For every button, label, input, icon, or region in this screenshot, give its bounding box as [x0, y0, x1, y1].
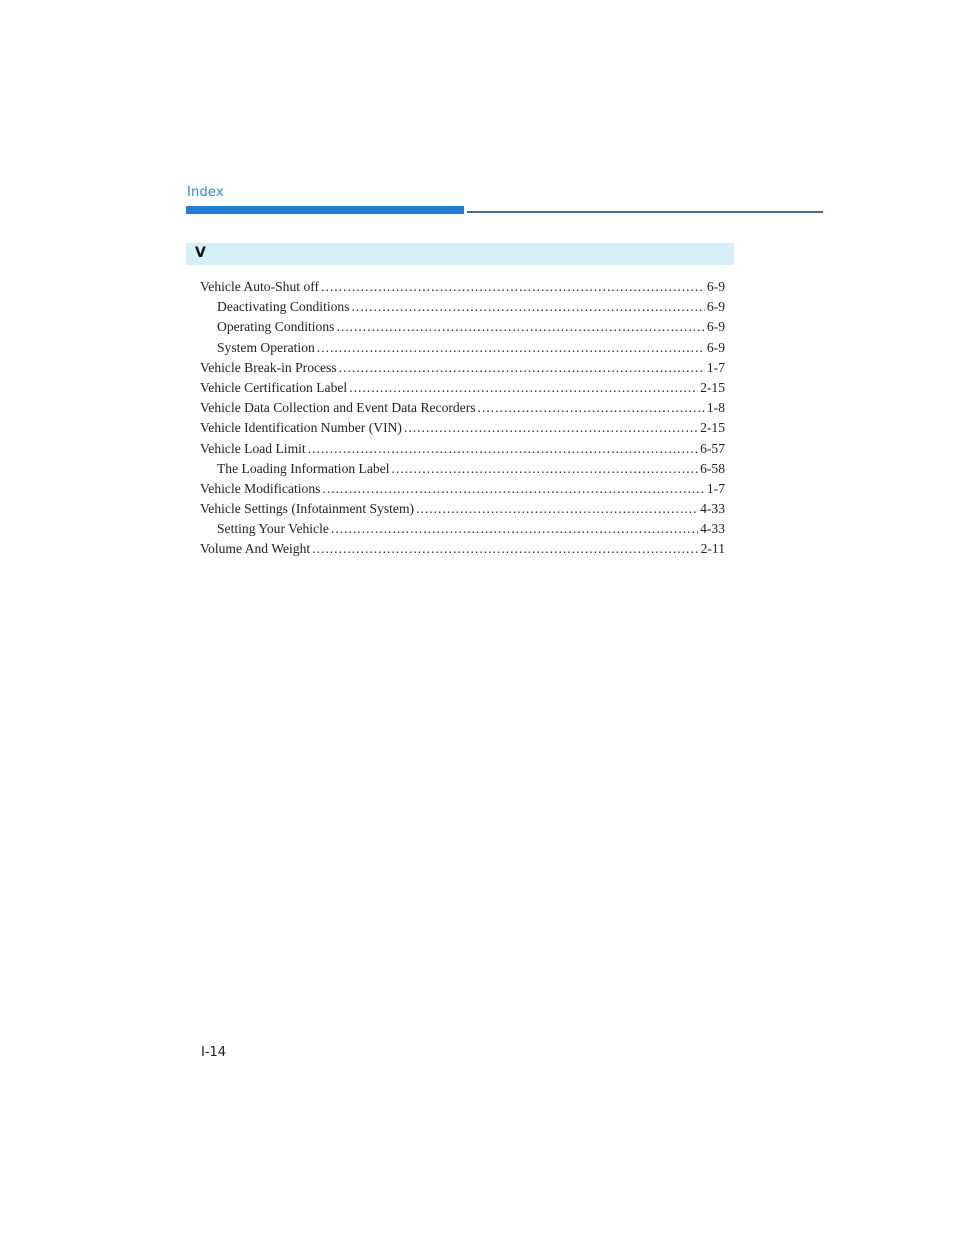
section-header	[186, 243, 734, 265]
entry-label: System Operation	[217, 339, 315, 355]
dot-leader	[392, 459, 699, 479]
dot-leader	[416, 499, 698, 519]
dot-leader	[339, 358, 705, 378]
index-entry[interactable]	[200, 539, 725, 559]
dot-leader	[321, 277, 705, 297]
dot-leader	[322, 479, 704, 499]
entry-page: 1-7	[706, 480, 725, 496]
entry-label: Vehicle Load Limit	[200, 440, 306, 456]
index-subentry[interactable]	[200, 317, 725, 337]
entry-label: The Loading Information Label	[217, 460, 390, 476]
entry-page: 1-7	[706, 359, 725, 375]
entry-page: 6-57	[700, 440, 725, 456]
entry-page: 1-8	[706, 400, 725, 416]
entry-label: Vehicle Break-in Process	[200, 359, 337, 375]
entry-page: 6-9	[706, 279, 725, 294]
entry-page: 6-9	[706, 299, 725, 315]
index-entry[interactable]	[200, 277, 725, 297]
header-rule-thick	[186, 206, 464, 214]
entry-label: Operating Conditions	[217, 319, 335, 335]
dot-leader	[404, 418, 698, 438]
dot-leader	[349, 378, 698, 398]
entry-page: 4-33	[700, 521, 725, 537]
dot-leader	[312, 539, 698, 559]
dot-leader	[308, 439, 698, 459]
dot-leader	[352, 297, 705, 317]
entry-label: Setting Your Vehicle	[217, 521, 329, 537]
index-entry[interactable]	[200, 479, 725, 499]
entry-label: Vehicle Certification Label	[200, 379, 348, 395]
entry-label: Vehicle Auto-Shut off	[200, 279, 320, 294]
header-rule-thin	[467, 211, 823, 213]
dot-leader	[336, 317, 704, 337]
index-entry[interactable]	[200, 358, 725, 378]
index-entry[interactable]	[200, 378, 725, 398]
index-subentry[interactable]	[200, 459, 725, 479]
entry-label: Vehicle Settings (Infotainment System)	[200, 501, 415, 517]
section-letter: V	[195, 245, 206, 261]
dot-leader	[478, 398, 705, 418]
entry-page: 6-9	[706, 319, 725, 335]
index-entry[interactable]	[200, 398, 725, 418]
entry-page: 6-58	[700, 460, 725, 476]
index-entry-list	[200, 277, 725, 560]
dot-leader	[331, 519, 698, 539]
entry-page: 2-15	[700, 420, 725, 436]
header-title: Index	[187, 185, 224, 200]
index-subentry[interactable]	[200, 519, 725, 539]
index-entry[interactable]	[200, 499, 725, 519]
entry-label: Vehicle Modifications	[200, 480, 321, 496]
entry-label: Deactivating Conditions	[217, 299, 350, 315]
index-entry[interactable]	[200, 439, 725, 459]
entry-page: 2-15	[700, 379, 725, 395]
index-subentry[interactable]	[200, 297, 725, 317]
index-entry[interactable]	[200, 418, 725, 438]
entry-label: Vehicle Identification Number (VIN)	[200, 420, 402, 436]
page-number: I-14	[201, 1045, 227, 1060]
entry-page: 2-11	[700, 541, 725, 557]
entry-page: 6-9	[706, 339, 725, 355]
entry-label: Vehicle Data Collection and Event Data Recorders	[200, 400, 476, 416]
index-subentry[interactable]	[200, 338, 725, 358]
dot-leader	[317, 338, 705, 358]
entry-label: Volume And Weight	[200, 541, 311, 557]
entry-page: 4-33	[700, 501, 725, 517]
